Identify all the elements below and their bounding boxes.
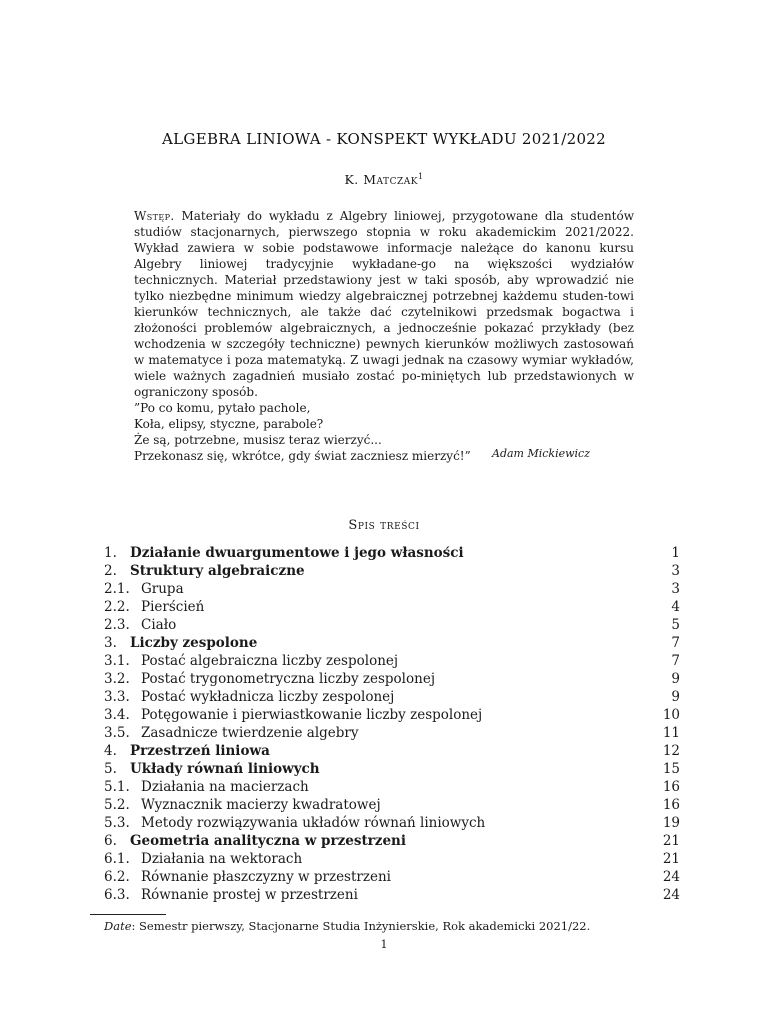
toc-entry-label: Równanie prostej w przestrzeni bbox=[141, 887, 358, 903]
toc-entry-label: Postać wykładnicza liczby zespolonej bbox=[141, 689, 395, 705]
toc-entry-number: 2.3. bbox=[104, 617, 130, 633]
toc-entry[interactable] bbox=[104, 796, 680, 814]
footnote-rule bbox=[90, 914, 166, 915]
toc-entry-label: Geometria analityczna w przestrzeni bbox=[130, 833, 406, 849]
toc-entry-label: Pierścień bbox=[141, 599, 205, 615]
toc-entry-page: 3 bbox=[671, 563, 680, 579]
toc-entry-label: Ciało bbox=[141, 617, 177, 633]
toc-entry-page: 9 bbox=[671, 689, 680, 705]
toc-entry-page: 16 bbox=[662, 797, 680, 813]
toc-title: Spis treści bbox=[348, 518, 420, 533]
toc-entry[interactable] bbox=[104, 562, 680, 580]
toc-entry[interactable] bbox=[104, 706, 680, 724]
table-of-contents bbox=[104, 544, 680, 904]
abstract bbox=[134, 208, 634, 400]
toc-entry-page: 3 bbox=[671, 581, 680, 597]
toc-entry[interactable] bbox=[104, 814, 680, 832]
toc-entry-page: 21 bbox=[662, 851, 680, 867]
toc-entry-page: 21 bbox=[662, 833, 680, 849]
toc-entry-label: Równanie płaszczyzny w przestrzeni bbox=[141, 869, 391, 885]
toc-entry[interactable] bbox=[104, 634, 680, 652]
toc-entry-number: 6.1. bbox=[104, 851, 130, 867]
toc-entry-label: Postać trygonometryczna liczby zespolonej bbox=[141, 671, 436, 687]
toc-entry[interactable] bbox=[104, 580, 680, 598]
epigraph-line: ”Po co komu, pytało pachole, bbox=[134, 401, 311, 415]
toc-entry-number: 1. bbox=[104, 545, 117, 561]
author-line bbox=[0, 172, 768, 187]
toc-entry-page: 7 bbox=[671, 635, 680, 651]
toc-entry-label: Potęgowanie i pierwiastkowanie liczby zespolonej bbox=[141, 707, 483, 723]
toc-entry-page: 16 bbox=[662, 779, 680, 795]
author-name: K. Matczak bbox=[344, 172, 418, 188]
toc-entry-label: Postać algebraiczna liczby zespolonej bbox=[141, 653, 399, 669]
toc-entry-label: Liczby zespolone bbox=[130, 635, 258, 651]
toc-entry-page: 5 bbox=[671, 617, 680, 633]
toc-entry-number: 6.3. bbox=[104, 887, 130, 903]
author-footnote-mark: 1 bbox=[417, 172, 424, 181]
footnote bbox=[104, 919, 590, 933]
toc-entry-number: 2. bbox=[104, 563, 117, 579]
toc-entry[interactable] bbox=[104, 652, 680, 670]
footnote-date-label: Date bbox=[104, 919, 132, 933]
toc-entry-number: 2.2. bbox=[104, 599, 130, 615]
toc-entry[interactable] bbox=[104, 670, 680, 688]
toc-entry-number: 5. bbox=[104, 761, 117, 777]
toc-entry[interactable] bbox=[104, 742, 680, 760]
toc-entry-page: 12 bbox=[662, 743, 680, 759]
toc-entry-page: 19 bbox=[662, 815, 680, 831]
toc-entry-label: Działanie dwuargumentowe i jego własności bbox=[130, 545, 464, 561]
toc-entry[interactable] bbox=[104, 724, 680, 742]
toc-entry-page: 4 bbox=[671, 599, 680, 615]
toc-entry-page: 11 bbox=[662, 725, 680, 741]
toc-entry-page: 24 bbox=[662, 869, 680, 885]
toc-entry-number: 6.2. bbox=[104, 869, 130, 885]
epigraph-line: Że są, potrzebne, musisz teraz wierzyć... bbox=[134, 433, 382, 447]
toc-entry-page: 7 bbox=[671, 653, 680, 669]
toc-entry-number: 3.1. bbox=[104, 653, 130, 669]
toc-entry[interactable] bbox=[104, 778, 680, 796]
toc-entry[interactable] bbox=[104, 868, 680, 886]
toc-entry-page: 9 bbox=[671, 671, 680, 687]
toc-entry-page: 10 bbox=[662, 707, 680, 723]
toc-entry[interactable] bbox=[104, 886, 680, 904]
toc-entry-number: 5.2. bbox=[104, 797, 130, 813]
toc-entry-number: 6. bbox=[104, 833, 117, 849]
abstract-text: Materiały do wykładu z Algebry liniowej, przygotowane dla studentów studiów stacjonarnych, pierwszego stopnia w roku akademickim 2021/2022. Wykład zawiera w sobie podstawowe informacje należące do kanonu kursu Algebry liniowej tradycyjnie wykładane-go na większości wydziałów technicznych. Materiał przedstawiony jest w taki sposób, aby wprowadzić nie tylko niezbędne minimum wiedzy algebraicznej potrzebnej każdemu studen-towi kierunków technicznych, ale także dać czytelnikowi przedsmak bogactwa i złożoności problemów algebraicznych, a jednocześnie pokazać przykłady (bez wchodzenia w szczegóły techniczne) pewnych kierunków możliwych zastosowań w matematyce i poza matematyką. Z uwagi jednak na czasowy wymiar wykładów, wiele ważnych zagadnień musiało zostać po-miniętych lub przedstawionych w ograniczony sposób. bbox=[134, 209, 634, 399]
toc-entry-page: 24 bbox=[662, 887, 680, 903]
toc-entry-label: Metody rozwiązywania układów równań liniowych bbox=[141, 815, 486, 831]
toc-entry-label: Układy równań liniowych bbox=[130, 761, 320, 777]
toc-entry-label: Wyznacznik macierzy kwadratowej bbox=[141, 797, 381, 813]
page-number: 1 bbox=[380, 938, 388, 951]
toc-entry-label: Grupa bbox=[141, 581, 184, 597]
toc-entry-number: 3.2. bbox=[104, 671, 130, 687]
toc-entry-label: Działania na macierzach bbox=[141, 779, 309, 795]
abstract-lead: Wstęp. bbox=[134, 209, 175, 223]
toc-entry[interactable] bbox=[104, 760, 680, 778]
toc-entry-number: 4. bbox=[104, 743, 117, 759]
toc-entry-page: 15 bbox=[662, 761, 680, 777]
toc-entry-number: 3. bbox=[104, 635, 117, 651]
toc-entry-number: 5.1. bbox=[104, 779, 130, 795]
toc-entry[interactable] bbox=[104, 616, 680, 634]
toc-entry-number: 3.4. bbox=[104, 707, 130, 723]
toc-entry[interactable] bbox=[104, 832, 680, 850]
toc-entry-label: Działania na wektorach bbox=[141, 851, 303, 867]
toc-entry[interactable] bbox=[104, 688, 680, 706]
toc-entry[interactable] bbox=[104, 544, 680, 562]
toc-entry-page: 1 bbox=[671, 545, 680, 561]
epigraph bbox=[134, 400, 604, 464]
epigraph-line: Koła, elipsy, styczne, parabole? bbox=[134, 417, 324, 431]
epigraph-attribution: Adam Mickiewicz bbox=[492, 447, 590, 460]
toc-entry-label: Zasadnicze twierdzenie algebry bbox=[141, 725, 359, 741]
footnote-text: : Semestr pierwszy, Stacjonarne Studia Inżynierskie, Rok akademicki 2021/22. bbox=[131, 919, 591, 933]
toc-entry-number: 2.1. bbox=[104, 581, 130, 597]
epigraph-line: Przekonasz się, wkrótce, gdy świat zaczniesz mierzyć!” bbox=[134, 449, 471, 463]
document-title: ALGEBRA LINIOWA - KONSPEKT WYKŁADU 2021/2022 bbox=[162, 130, 606, 148]
toc-entry-label: Przestrzeń liniowa bbox=[130, 743, 270, 759]
toc-entry[interactable] bbox=[104, 850, 680, 868]
toc-entry-number: 5.3. bbox=[104, 815, 130, 831]
toc-entry-label: Struktury algebraiczne bbox=[130, 563, 305, 579]
toc-entry-number: 3.5. bbox=[104, 725, 130, 741]
toc-entry-number: 3.3. bbox=[104, 689, 130, 705]
toc-entry[interactable] bbox=[104, 598, 680, 616]
